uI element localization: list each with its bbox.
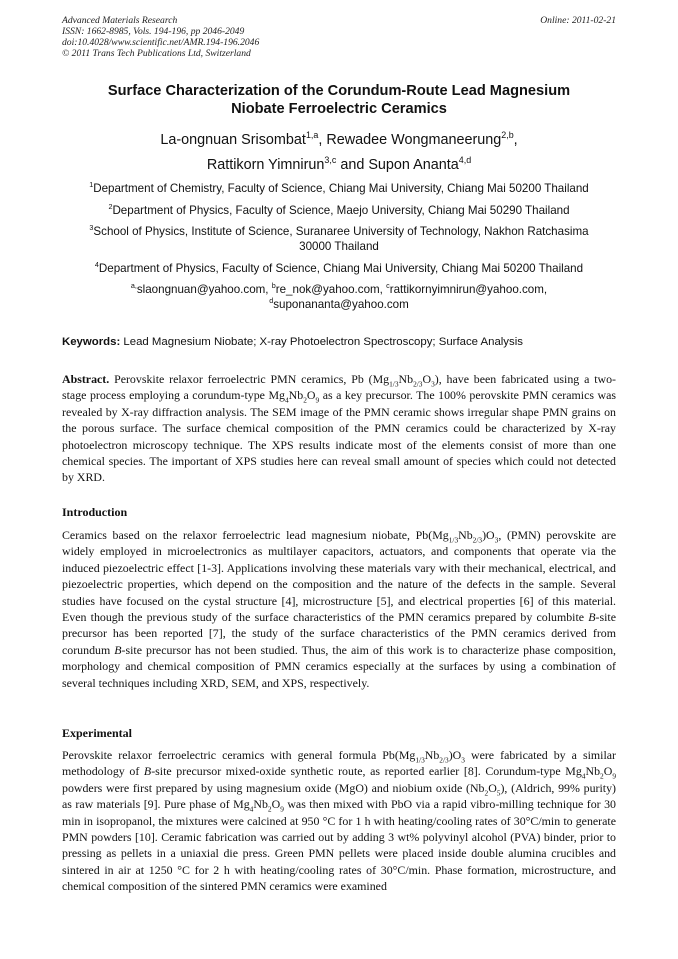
author-name: Rewadee Wongmaneerung [326,132,502,148]
affiliation-1 [62,181,616,196]
paper-title [62,82,616,118]
author-affil-marker: 4,d [458,155,472,166]
email-marker: c [386,281,390,291]
author-name: La-ongnuan Srisombat [160,132,306,148]
email-address: rattikornyimnirun@yahoo.com, [389,283,548,296]
abstract: Abstract. Perovskite relaxor ferroelectric PMN ceramics, Pb $(Mg_{1/3}Nb_{2/3}O_3)$, have been fabricated using a two-stage process employing a corundum-type $Mg_4Nb_2O_9$ as a key precursor. The 100% perovskite PMN ceramics was revealed by X-ray diffraction analysis. The SEM image of the PMN ceramic shows irregular shape PMN grains on the porous surface. The surface chemical composition of the PMN ceramics could be characterized by X-ray photoelectron microscopy technique. The XPS results indicate most of the elements consist of more than one chemical species. The important of XPS studies here can reveal small amount of species which could not detected by XRD. [62,372,616,485]
keywords [62,335,616,350]
introduction-heading: Introduction [62,505,128,519]
affil-number: 2 [108,202,113,212]
introduction-body: Ceramics based on the relaxor ferroelectric lead magnesium niobate, $Pb(Mg_{1/3}Nb_{2/3})O_3$, (PMN) perovskite are widely employed in microelectronics as multilayer capacitors, actuators, and components that operate via the induced piezoelectric effect [1-3]. Applications involving these materials vary with their mechanical, electrical, and piezoelectric properties, which depend on the composition and the nature of the defects in the sample. Several studies have focused on the cystal structure [4], microstructure [5], and electrical properties [6] of this material. Even though the previous study of the surface characteristics of the PMN ceramics prepared by columbite B-site precursor has been reported [7], the study of the surface characteristics of the PMN ceramics derived from corundum B-site precursor has not been studied. Thus, the aim of this work is to characterize phase composition, morphology and chemical composition of PMN ceramics especially at the surfaces by using a combination of several techniques including XRD, SEM, and XPS, respectively. [62,528,617,690]
affil-number: 1 [89,180,94,190]
email-address: slaongnuan@yahoo.com, [136,283,272,296]
keywords-label: Keywords: [62,336,121,348]
author-list [62,128,616,178]
abstract-label: Abstract. [62,372,110,386]
email-address: suponananta@yahoo.com [273,298,409,311]
copyright-line: © 2011 Trans Tech Publications Ltd, Switzerland [62,48,251,59]
online-date: Online: 2011-02-21 [540,15,616,26]
affil-text: Department of Chemistry, Faculty of Science, Chiang Mai University, Chiang Mai 50200 Thailand [93,182,589,195]
journal-header [62,15,259,59]
affiliation-2 [62,203,616,218]
email-list [62,282,616,312]
affil-number: 4 [94,260,99,270]
experimental-body: Perovskite relaxor ferroelectric ceramics with general formula $Pb(Mg_{1/3}Nb_{2/3})O_3$ were fabricated by a similar methodology of B-site precursor mixed-oxide synthetic route, as reported earlier [8]. Corundum-type $Mg_4Nb_2O_9$ powders were first prepared by using magnesium oxide (MgO) and niobium oxide $(Nb_2O_5)$, (Aldrich, 99% purity) as raw materials [9]. Pure phase of $Mg_4Nb_2O_9$ was then mixed with PbO via a rapid vibro-milling technique for 30 min in isopropanol, the mixtures were calcined at 950 °C for 1 h with heating/cooling rates of 30°C/min to generate PMN powders [10]. Ceramic fabrication was carried out by adding 3 wt% polyvinyl alcohol (PVA) binder, prior to pressing as pellets in a uniaxial die press. Green PMN pellets were placed inside double alumina crucibles and sintered in air at 1250 °C for 2 h with heating/cooling rates of 30°C/min. Phase formation, microstructure, and chemical composition of the sintered PMN ceramics were examined [62,748,617,894]
author-conjunction: and [340,157,365,173]
doi-line: doi:10.4028/www.scientific.net/AMR.194-196.2046 [62,37,260,48]
author-affil-marker: 1,a [305,130,319,141]
author-name: Rattikorn Yimnirun [206,157,325,173]
email-marker: b [271,281,276,291]
keywords-text: Lead Magnesium Niobate; X-ray Photoelectron Spectroscopy; Surface Analysis [123,336,523,348]
author-name: Supon Ananta [368,157,459,173]
affiliation-3 [62,224,616,254]
title-line-1: Surface Characterization of the Corundum-Route Lead Magnesium [107,83,571,99]
author-affil-marker: 3,c [324,155,337,166]
email-marker: d [269,296,274,306]
affil-number: 3 [89,223,94,233]
affil-text: Department of Physics, Faculty of Science, Chiang Mai University, Chiang Mai 50200 Thailand [98,262,584,275]
author-line-2 [62,153,616,178]
title-line-2: Niobate Ferroelectric Ceramics [231,101,447,117]
affil-text: 30000 Thailand [299,240,379,253]
author-affil-marker: 2,b [501,130,514,141]
journal-name: Advanced Materials Research [62,15,178,26]
email-marker: a, [130,281,137,291]
affil-text: Department of Physics, Faculty of Science, Maejo University, Chiang Mai 50290 Thailand [112,204,570,217]
experimental-heading: Experimental [62,726,132,740]
author-line-1: La-ongnuan Srisombat$^{1,a}$, Rewadee Wongmaneerung$^{2,b}$, [160,130,518,148]
affiliation-4 [62,261,616,276]
email-address: re_nok@yahoo.com, [275,283,387,296]
issn-line: ISSN: 1662-8985, Vols. 194-196, pp 2046-2049 [62,26,245,37]
affil-text: School of Physics, Institute of Science, Suranaree University of Technology, Nakhon Ratchasima [93,225,589,238]
